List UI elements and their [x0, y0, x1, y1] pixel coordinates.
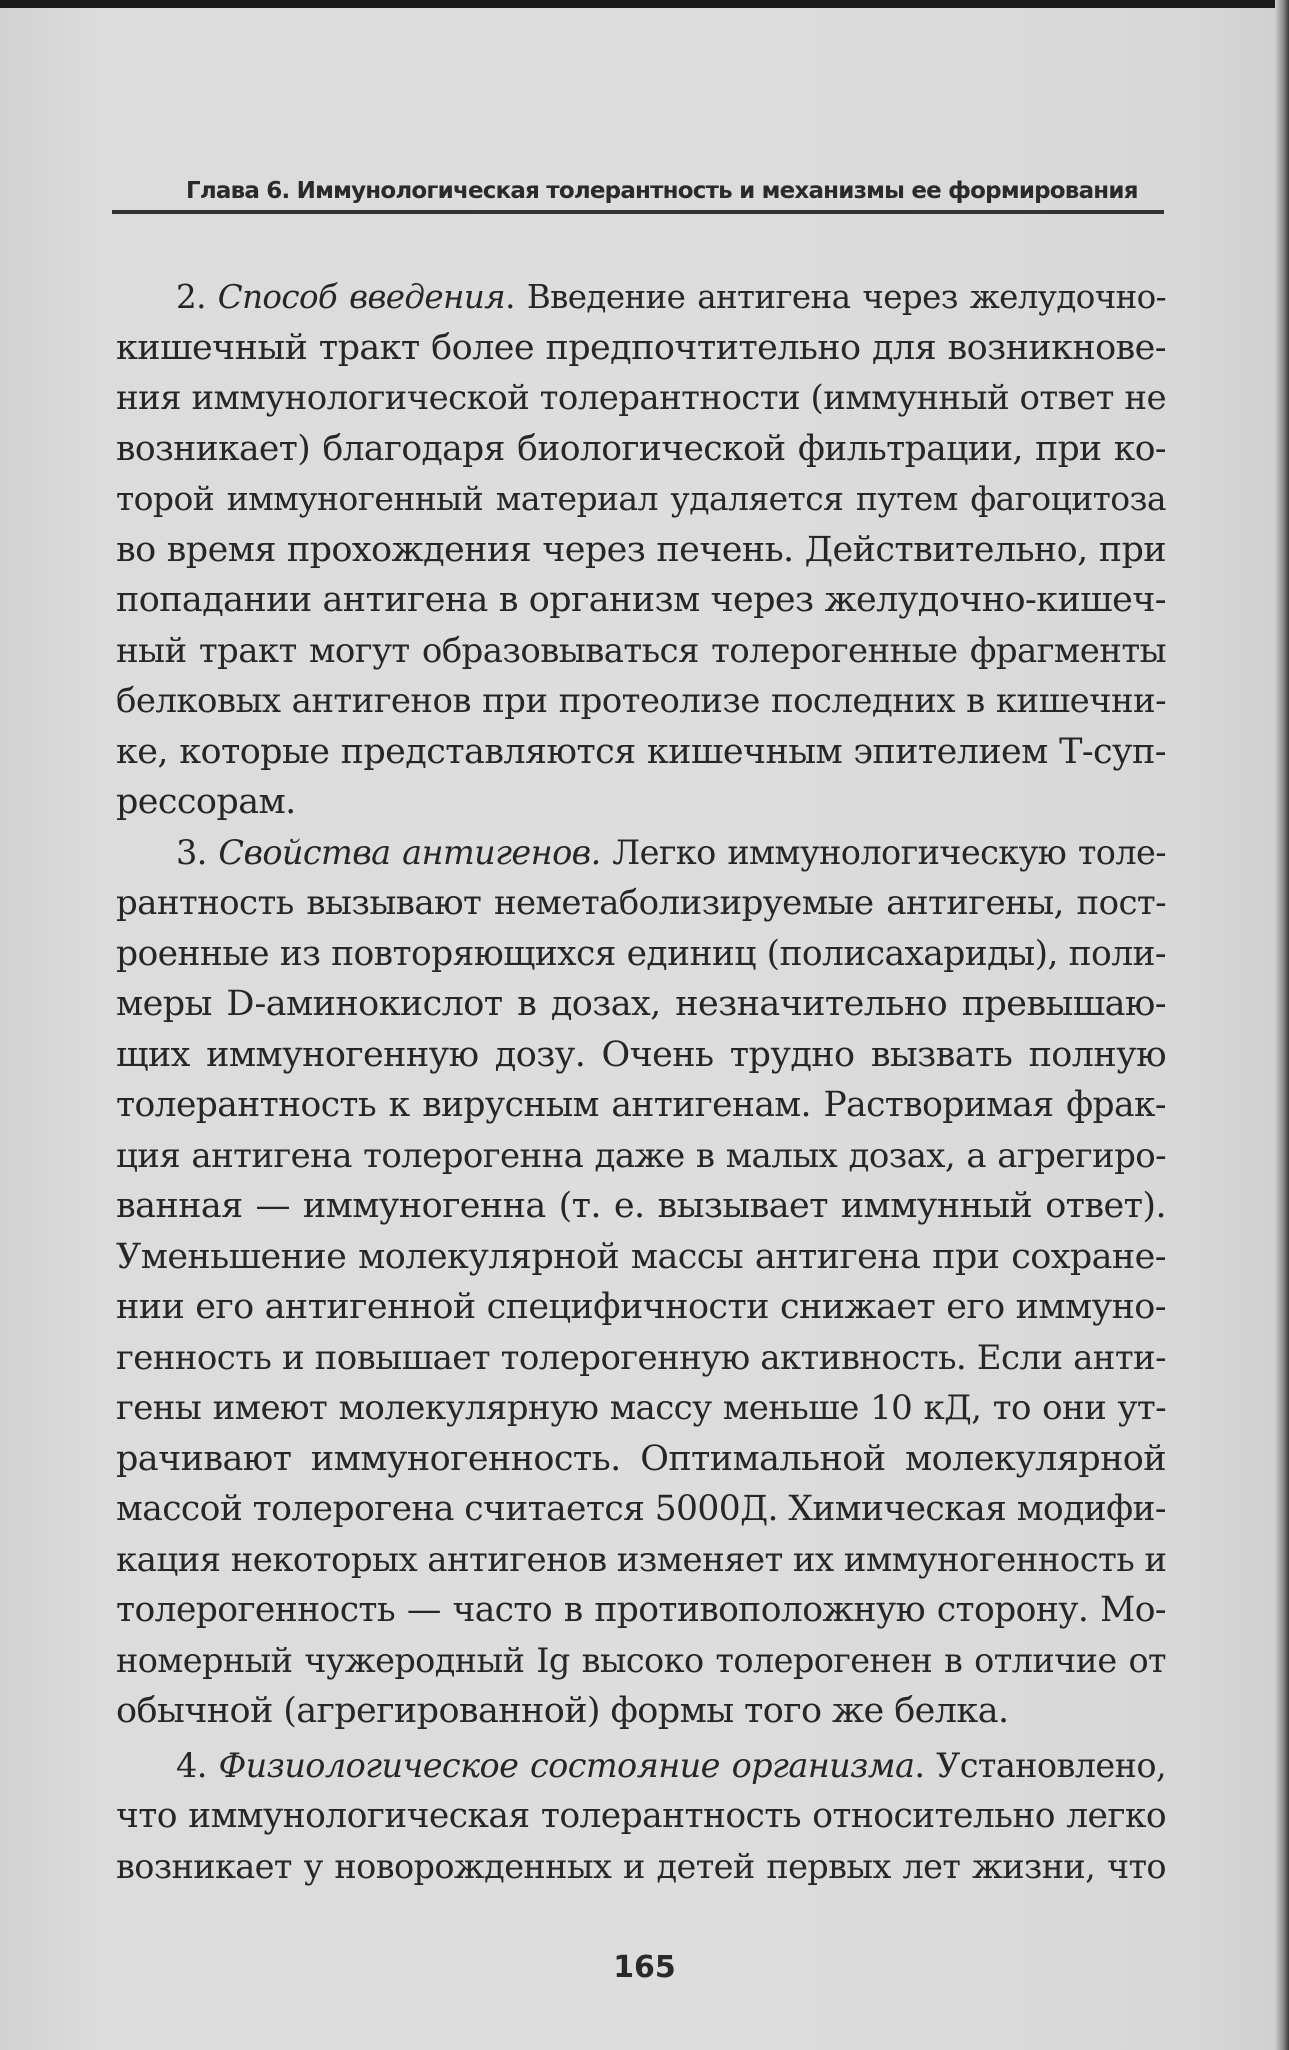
- paragraph-line: меры D-аминокислот в дозах, незначительно превышаю-: [116, 984, 1166, 1024]
- item-number: 4.: [176, 1745, 207, 1785]
- paragraph-line: Уменьшение молекулярной массы антигена при сохране-: [116, 1236, 1166, 1277]
- paragraph-line: номерный чужеродный Ig высоко толерогенен в отличие от: [116, 1640, 1166, 1680]
- paragraph-line: торой иммуногенный материал удаляется путем фагоцитоза: [116, 479, 1166, 518]
- paragraph-line: нии его антигенной специфичности снижает его иммуно-: [116, 1287, 1166, 1327]
- page-top-edge: [0, 0, 1289, 8]
- line-text: Легко иммунологическую толе-: [600, 832, 1166, 872]
- paragraph-line: кация некоторых антигенов изменяет их иммуногенность и: [116, 1539, 1167, 1580]
- paragraph-line: щих иммуногенную дозу. Очень трудно вызвать полную: [116, 1034, 1166, 1075]
- paragraph-line: ке, которые представляются кишечным эпителием Т-суп-: [116, 731, 1166, 772]
- paragraph-line: белковых антигенов при протеолизе последних в кишечни-: [116, 681, 1166, 721]
- paragraph-line: что иммунологическая толерантность относительно легко: [116, 1796, 1166, 1836]
- paragraph-line: во время прохождения через печень. Действительно, при: [116, 529, 1166, 570]
- paragraph-line: возникает у новорожденных и детей первых лет жизни, что: [116, 1846, 1166, 1886]
- page-number: 165: [613, 1950, 676, 1985]
- paragraph-line: ванная — иммуногенна (т. е. вызывает иммунный ответ).: [116, 1186, 1166, 1226]
- paragraph-line: ния иммунологической толерантности (иммунный ответ не: [116, 378, 1166, 418]
- paragraph-line: кишечный тракт более предпочтительно для возникнове-: [116, 327, 1166, 368]
- running-header: Глава 6. Иммунологическая толерантность и механизмы ее формирования: [186, 178, 1138, 204]
- paragraph-line: гены имеют молекулярную массу меньше 10 кД, то они ут-: [116, 1388, 1166, 1428]
- paragraph-line: генность и повышает толерогенную активность. Если анти-: [116, 1337, 1166, 1378]
- item-heading: Способ введения: [217, 278, 506, 316]
- item-heading: Свойства антигенов.: [218, 832, 601, 872]
- header-rule: [112, 210, 1164, 214]
- paragraph-line: роенные из повторяющихся единиц (полисахариды), поли-: [116, 933, 1166, 974]
- item-number: 2.: [176, 278, 206, 316]
- paragraph-3: [116, 828, 1166, 1737]
- paragraph-line: [116, 272, 1166, 323]
- line-text: . Установлено,: [914, 1745, 1166, 1785]
- paragraph-line: [116, 1741, 1166, 1792]
- item-number: 3.: [176, 832, 207, 872]
- paragraph-line: обычной (агрегированной) формы того же белка.: [116, 1691, 1009, 1731]
- paragraph-line: [116, 828, 1166, 879]
- body-text: [116, 272, 1166, 1892]
- page-right-edge: [1275, 0, 1289, 2050]
- paragraph-4: [116, 1741, 1166, 1893]
- paragraph-line: рачивают иммуногенность. Оптимальной молекулярной: [116, 1438, 1166, 1479]
- paragraph-line: толерогенность — часто в противоположную сторону. Мо-: [116, 1590, 1166, 1630]
- paragraph-2: [116, 272, 1166, 828]
- paragraph-line: толерантность к вирусным антигенам. Растворимая фрак-: [116, 1085, 1166, 1125]
- item-heading: Физиологическое состояние организма: [218, 1745, 915, 1785]
- paragraph-line: попадании антигена в организм через желудочно-кишеч-: [116, 580, 1166, 620]
- paragraph-line: возникает) благодаря биологической фильтрации, при ко-: [116, 428, 1166, 469]
- line-text: . Введение антигена через желудочно-: [505, 278, 1167, 316]
- paragraph-line: рессорам.: [116, 782, 296, 822]
- paragraph-line: рантность вызывают неметаболизируемые антигены, пост-: [116, 883, 1166, 923]
- paragraph-line: ция антигена толерогенна даже в малых дозах, а агрегиро-: [116, 1135, 1166, 1176]
- paragraph-line: ный тракт могут образовываться толерогенные фрагменты: [116, 630, 1166, 671]
- paragraph-line: массой толерогена считается 5000Д. Химическая модифи-: [116, 1489, 1166, 1529]
